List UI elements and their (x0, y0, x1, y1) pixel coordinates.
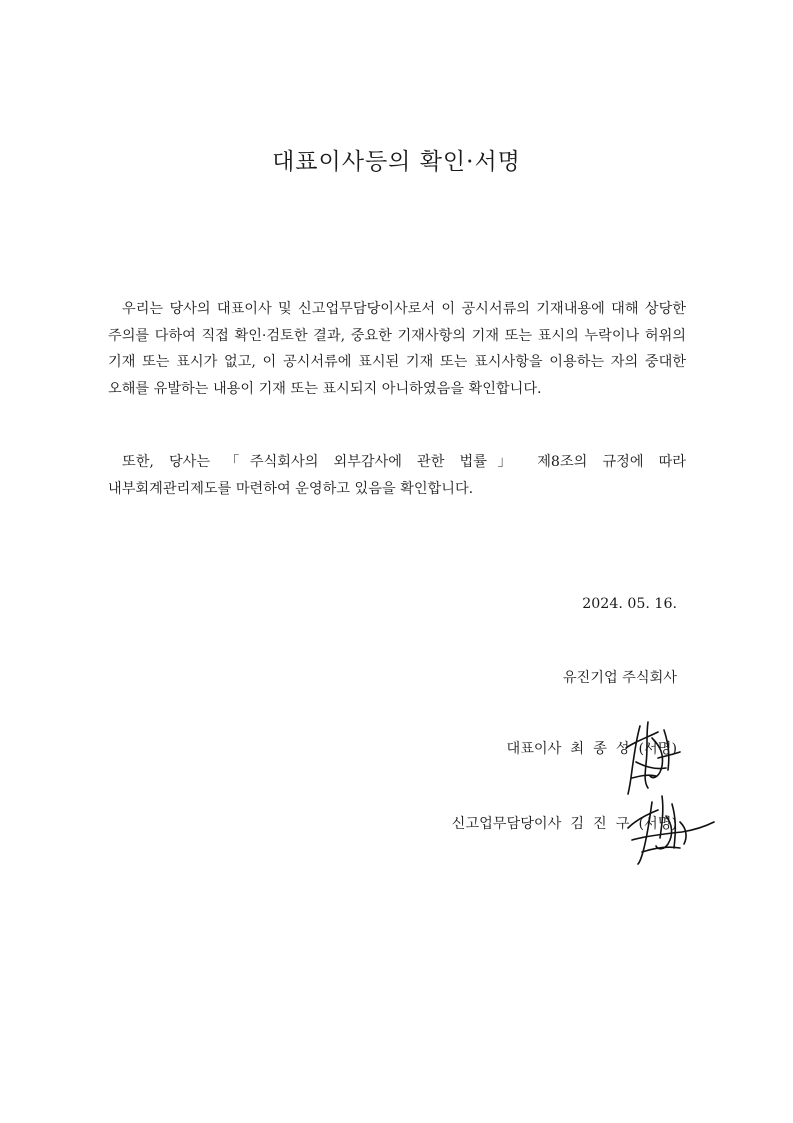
company-name: 유진기업 주식회사 (562, 670, 677, 686)
ceo-signature-line: 대표이사 최 종 성 (서명) (506, 741, 677, 757)
ceo-handwritten-signature (618, 718, 688, 798)
disclosure-officer-signature-line: 신고업무담당이사 김 진 구 (서명) (451, 816, 677, 832)
confirmation-paragraph: 우리는 당사의 대표이사 및 신고업무담당이사로서 이 공시서류의 기재내용에 대해 상당한 주의를 다하여 직접 확인·검토한 결과, 중요한 기재사항의 기재 또는 표시의 누락이나 허위의 기재 또는 표시가 없고, 이 공시서류에 표시된 기재 또는 표시사항을 이용하는 자의 중대한 오해를 유발하는 내용이 기재 또는 표시되지 아니하였음을 확인합니다. (108, 301, 686, 397)
document-date: 2024. 05. 16. (582, 596, 677, 612)
internal-control-paragraph: 또한, 당사는 「주식회사의 외부감사에 관한 법률」 제8조의 규정에 따라 내부회계관리제도를 마련하여 운영하고 있음을 확인합니다. (108, 454, 686, 497)
document-title: 대표이사등의 확인·서명 (272, 149, 521, 175)
